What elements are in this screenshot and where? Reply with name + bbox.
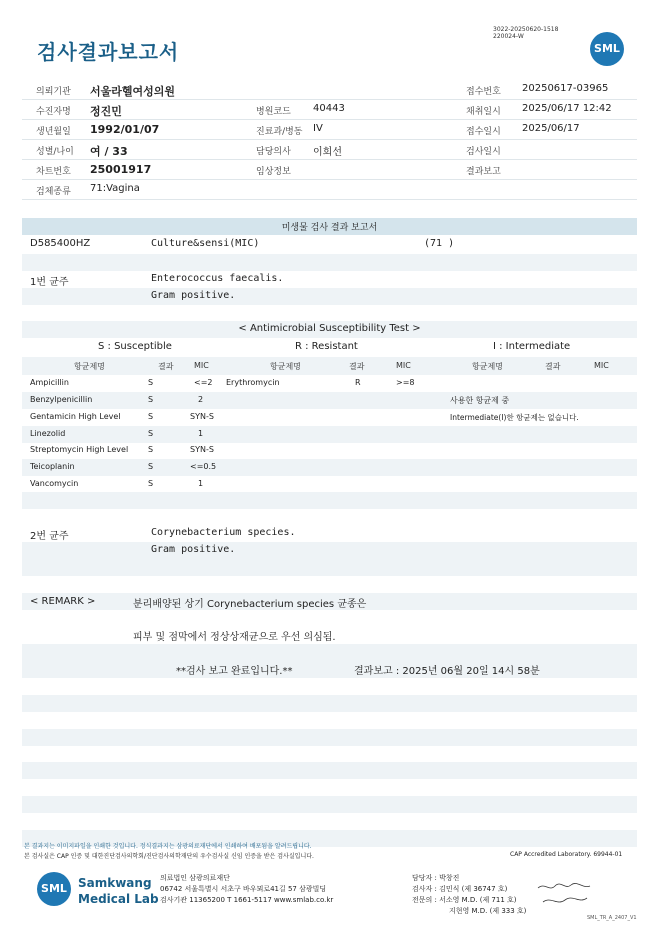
staff-examiner: 검사자 : 김민식 (제 36747 호) [412,885,508,893]
drug-mic: 1 [198,479,204,488]
ward-code-value: 40443 [313,103,345,114]
col-mic-2: MIC [396,361,411,370]
band [22,644,637,661]
legend-i: I : Intermediate [493,341,571,352]
drug-name: Gentamicin High Level [30,412,121,421]
receipt-date-label: 접수일시 [466,127,501,137]
drug-result: S [148,445,154,454]
drug-name: Streptomycin High Level [30,445,129,454]
dob-label: 생년월일 [36,127,71,137]
drug-mic: >=8 [396,378,415,387]
test-suffix: (71 ) [424,238,455,249]
col-drug-3: 항균제명 [472,362,503,371]
receipt-no-label: 접수번호 [466,87,501,97]
drug-mic: SYN-S [190,412,214,421]
chart-value: 25001917 [90,163,152,176]
result-report-label: 결과보고 [466,167,501,177]
drug-result: S [148,479,154,488]
isolate2-label: 2번 균주 [30,531,69,542]
complete-text: **검사 보고 완료입니다.** [176,666,293,677]
sex-age-value: 여 / 33 [90,145,128,158]
band [22,492,637,509]
drug-name: Linezolid [30,429,66,438]
col-mic-3: MIC [594,361,609,370]
band [22,288,637,305]
band [22,695,637,712]
info-row-4 [22,140,637,160]
band [22,762,637,779]
drug-mic: 1 [198,429,204,438]
drug-name: Ampicillin [30,378,69,387]
drug-name: Benzylpenicillin [30,395,93,404]
receipt-no-value: 20250617-03965 [522,83,609,94]
test-date-label: 검사일시 [466,147,501,157]
document-title: 검사결과보고서 [37,40,180,64]
specimen-label: 검체종류 [36,187,71,197]
col-result-2: 결과 [349,362,365,371]
drug-name: Erythromycin [226,378,280,387]
cap-accreditation: CAP Accredited Laboratory. 69944-01 [510,851,623,858]
handwritten-signature [535,880,595,914]
info-row-3 [22,120,637,140]
staff-specialist-1: 전문의 : 서소영 M.D. (제 711 호) [412,896,517,904]
drug-mic: 2 [198,395,204,404]
doctor-label: 담당의사 [256,147,291,157]
sml-logo: SML [590,32,624,66]
band [22,661,637,678]
band [22,459,637,476]
info-row-2 [22,100,637,120]
drug-result: R [355,378,361,387]
collect-label: 채취일시 [466,107,501,117]
footer-notice: 본 결과지는 이미지파일을 인쇄한 것입니다. 정식결과지는 삼광의료재단에서 인쇄하여 배포됨을 알려드립니다. [24,843,312,850]
chart-label: 차트번호 [36,167,71,177]
test-name: Culture&sensi(MIC) [151,238,260,249]
staff-specialist-2: 지현영 M.D. (제 333 호) [449,907,527,915]
drug-result: S [148,395,154,404]
form-code: SML_TR_A_2407_V1 [587,915,637,921]
drug-name: Vancomycin [30,479,79,488]
doctor-value: 이희선 [313,147,342,158]
band [22,796,637,813]
patient-label: 수진자명 [36,107,71,117]
info-row-6 [22,180,637,200]
specimen-value: 71:Vagina [90,183,140,194]
band [22,542,637,559]
info-row-5 [22,160,637,180]
col-result-3: 결과 [545,362,561,371]
section-header [22,218,637,235]
org-address: 06742 서울특별시 서초구 바우뫼로41길 57 삼광빌딩 [160,885,327,893]
test-code: D585400HZ [30,238,91,249]
receipt-date-value: 2025/06/17 [522,123,580,134]
clinical-label: 임상정보 [256,167,291,177]
isolate2-gram: Gram positive. [151,544,236,555]
intermediate-note-2: Intermediate(I)한 항균제는 없습니다. [450,413,579,422]
institution-label: 의뢰기관 [36,87,71,97]
isolate1-label: 1번 균주 [30,277,69,288]
band [22,392,637,409]
col-drug-2: 항균제명 [270,362,301,371]
ward-code-label: 병원코드 [256,107,291,117]
isolate1-gram: Gram positive. [151,290,236,301]
patient-value: 정진민 [90,105,122,118]
dob-value: 1992/01/07 [90,123,160,136]
band [22,426,637,443]
remark-line-2: 피부 및 점막에서 정상상재균으로 우선 의심됨. [133,632,336,643]
drug-mic: <=0.5 [190,462,217,471]
drug-mic: SYN-S [190,445,214,454]
report-subcode: 220024-W [493,33,524,40]
isolate1-name: Enterococcus faecalis. [151,273,284,284]
remark-label: < REMARK > [30,596,96,607]
isolate2-name: Corynebacterium species. [151,527,296,538]
drug-mic: <=2 [194,378,213,387]
ast-header-band [22,321,637,338]
drug-result: S [148,462,154,471]
drug-result: S [148,429,154,438]
staff-contact: 담당자 : 박창진 [412,874,460,882]
section-title: 미생물 검사 결과 보고서 [281,223,378,233]
drug-result: S [148,378,154,387]
legend-s: S : Susceptible [98,341,172,352]
org-contact: 검사기관 11365200 T 1661-5117 www.smlab.co.kr [160,896,334,904]
sex-age-label: 성별/나이 [36,147,74,157]
col-result-1: 결과 [158,362,174,371]
ast-column-header [22,357,637,375]
col-drug-1: 항균제명 [74,362,105,371]
org-name-line2: Medical Lab [78,892,159,906]
band [22,729,637,746]
band [22,559,637,576]
col-mic-1: MIC [194,361,209,370]
org-name-line1: Samkwang [78,876,152,890]
dept-value: IV [313,123,323,134]
footer-certification: 본 검사실은 CAP 인증 및 대한진단검사의학회/진단검사의학재단의 우수검사실 신임 인증을 받은 검사실입니다. [24,853,314,860]
result-report-datetime: 결과보고 : 2025년 06월 20일 14시 58분 [354,666,540,677]
intermediate-note-1: 사용한 항균제 중 [450,396,510,405]
drug-name: Teicoplanin [30,462,75,471]
drug-result: S [148,412,154,421]
report-code: 3022-20250620-1518 [493,26,559,33]
info-row-1 [22,80,637,100]
dept-label: 진료과/병동 [256,127,303,137]
ast-title: < Antimicrobial Susceptibility Test > [238,323,421,334]
collect-value: 2025/06/17 12:42 [522,103,612,114]
sml-logo-bottom: SML [37,872,71,906]
band [22,254,637,271]
institution-value: 서울라헬여성의원 [90,85,176,98]
remark-line-1: 분리배양된 상기 Corynebacterium species 균종은 [133,599,367,610]
org-legal-name: 의료법인 삼광의료재단 [160,874,230,882]
legend-r: R : Resistant [295,341,358,352]
